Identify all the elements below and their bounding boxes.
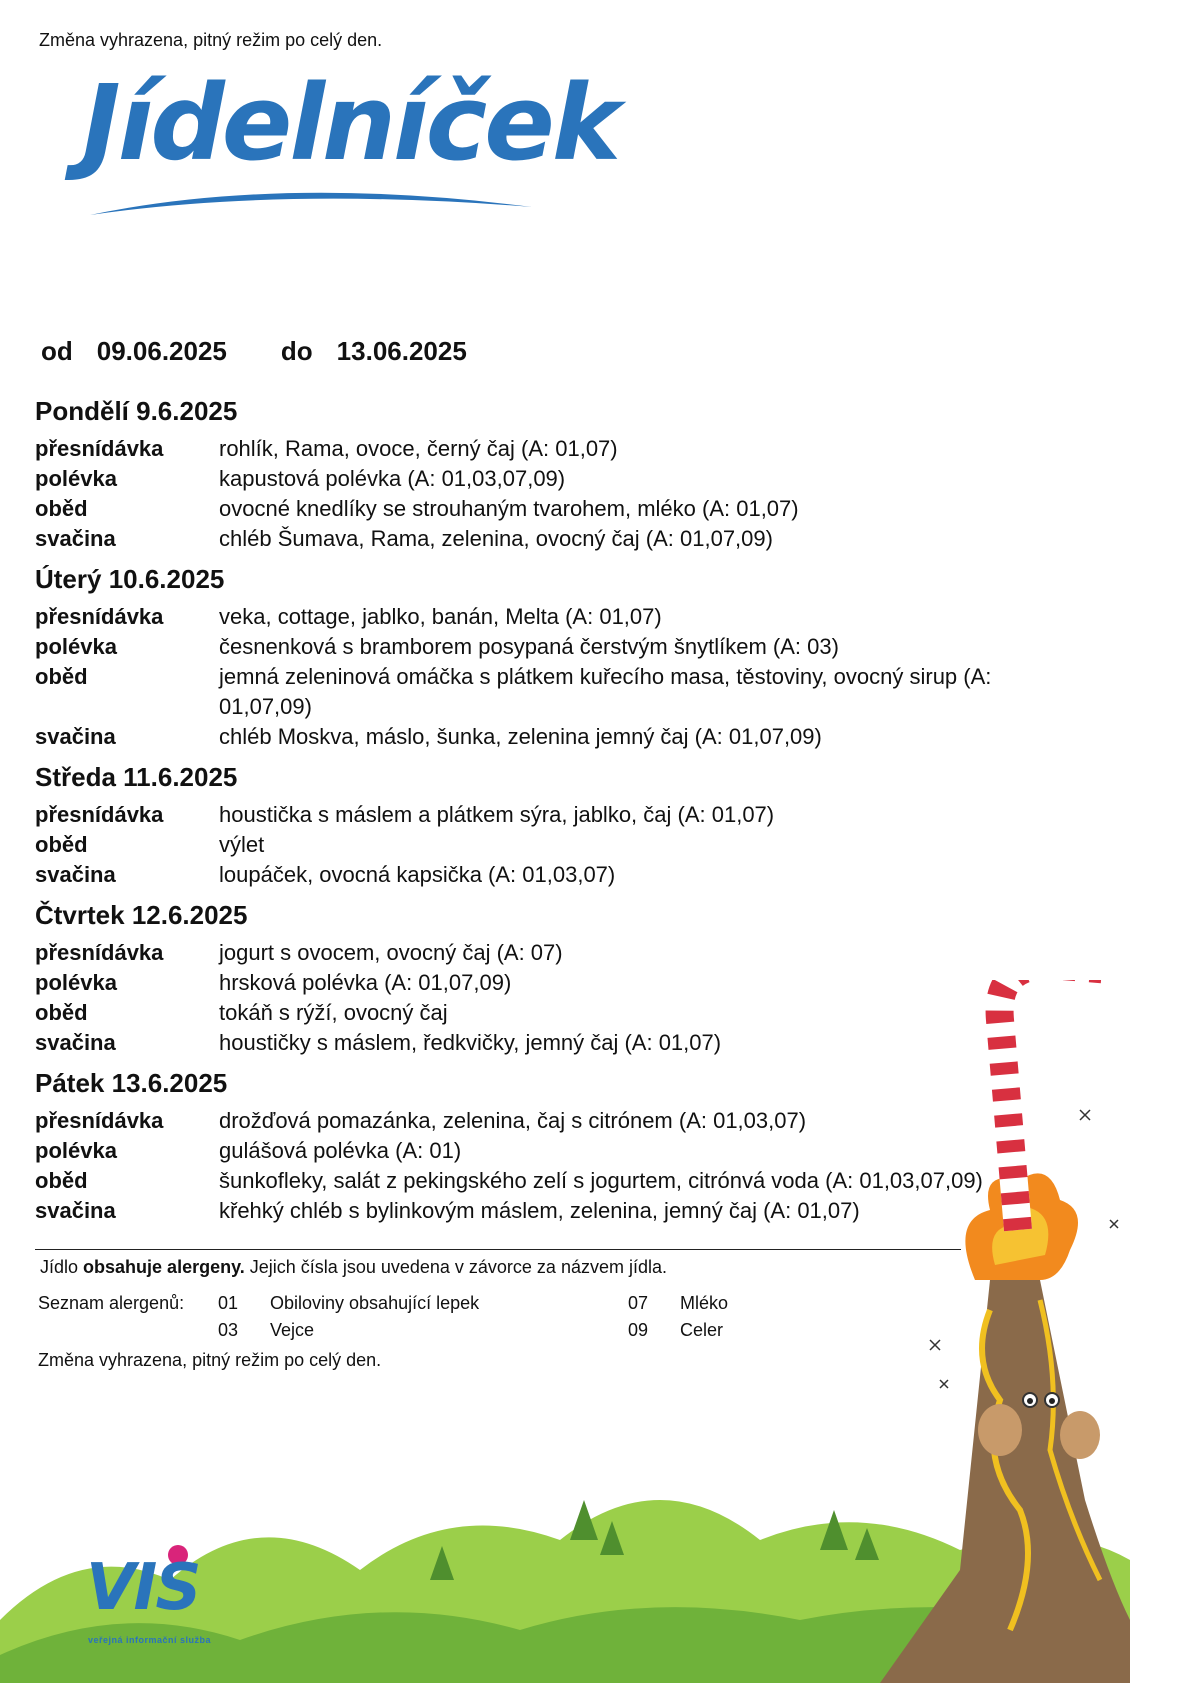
meal-text: houstičky s máslem, ředkvičky, jemný čaj (A: 01,07)	[219, 1030, 722, 1055]
meal-text: rohlík, Rama, ovoce, černý čaj (A: 01,07)	[219, 436, 618, 461]
meal-label: svačina	[35, 526, 116, 551]
top-note: Změna vyhrazena, pitný režim po celý den.	[39, 30, 383, 50]
logo-text: Jídelníček	[82, 62, 619, 184]
meal-row	[35, 464, 1075, 494]
meal-text: loupáček, ovocná kapsička (A: 01,03,07)	[219, 862, 616, 887]
allergen-note-suffix: Jejich čísla jsou uvedena v závorce za názvem jídla.	[249, 1257, 667, 1277]
meal-row	[35, 662, 1075, 722]
meal-text: chléb Moskva, máslo, šunka, zelenina jemný čaj (A: 01,07,09)	[219, 724, 822, 749]
day-title: Středa 11.6.2025	[35, 762, 238, 792]
day-title: Čtvrtek 12.6.2025	[35, 900, 248, 930]
meal-text: gulášová polévka (A: 01)	[219, 1138, 462, 1163]
meal-row	[35, 722, 1075, 752]
meal-row	[35, 434, 1075, 464]
allergen-list-label: Seznam alergenů:	[38, 1293, 185, 1313]
menu-period	[41, 336, 467, 367]
menu-day	[35, 562, 1075, 752]
meal-text: šunkofleky, salát z pekingského zelí s jogurtem, citrónvá voda (A: 01,03,07,09)	[219, 1168, 983, 1193]
period-from-label: od	[41, 336, 73, 366]
allergen-item: 07 Mléko	[628, 1293, 729, 1313]
meal-label: polévka	[35, 466, 117, 491]
vis-logo	[86, 1545, 256, 1655]
meal-label: přesnídávka	[35, 604, 164, 629]
meal-text: jogurt s ovocem, ovocný čaj (A: 07)	[219, 940, 563, 965]
meal-text: chléb Šumava, Rama, zelenina, ovocný čaj (A: 01,07,09)	[219, 526, 773, 551]
meal-text: česnenková s bramborem posypaná čerstvým šnytlíkem (A: 03)	[219, 634, 839, 659]
meal-text: jemná zeleninová omáčka s plátkem kuřecího masa, těstoviny, ovocný sirup (A: 01,07,09)	[219, 664, 992, 719]
period-from-date: 09.06.2025	[96, 336, 227, 366]
meal-row	[35, 524, 1075, 554]
meal-label: oběd	[35, 832, 88, 857]
period-to-label: do	[280, 336, 313, 366]
allergen-item: 01 Obiloviny obsahující lepek	[218, 1293, 480, 1313]
meal-label: přesnídávka	[35, 802, 164, 827]
meal-label: svačina	[35, 1030, 116, 1055]
meal-label: oběd	[35, 1168, 88, 1193]
meal-label: polévka	[35, 970, 117, 995]
meal-label: přesnídávka	[35, 436, 164, 461]
menu-day	[35, 760, 1075, 890]
meal-text: tokáň s rýží, ovocný čaj	[219, 1000, 448, 1025]
meal-text: kapustová polévka (A: 01,03,07,09)	[219, 466, 566, 491]
day-title: Úterý 10.6.2025	[35, 564, 225, 594]
meal-label: oběd	[35, 664, 88, 689]
meal-row	[35, 938, 1075, 968]
meal-label: oběd	[35, 1000, 88, 1025]
meal-label: svačina	[35, 862, 116, 887]
meal-text: drožďová pomazánka, zelenina, čaj s citrónem (A: 01,03,07)	[219, 1108, 807, 1133]
day-title: Pondělí 9.6.2025	[35, 396, 238, 426]
meal-label: přesnídávka	[35, 1108, 164, 1133]
allergen-note-bold: obsahuje alergeny.	[83, 1257, 245, 1277]
jidelnicek-logo	[82, 62, 619, 232]
meal-text: veka, cottage, jablko, banán, Melta (A: 01,07)	[219, 604, 662, 629]
meal-text: ovocné knedlíky se strouhaným tvarohem, mléko (A: 01,07)	[219, 496, 799, 521]
allergen-item: 03 Vejce	[218, 1320, 315, 1340]
period-to-date: 13.06.2025	[336, 336, 467, 366]
meal-label: oběd	[35, 496, 88, 521]
meal-text: hrsková polévka (A: 01,07,09)	[219, 970, 512, 995]
meal-row	[35, 800, 1075, 830]
meal-label: svačina	[35, 1198, 116, 1223]
meal-row	[35, 830, 1075, 860]
meal-label: polévka	[35, 1138, 117, 1163]
meal-label: polévka	[35, 634, 117, 659]
logo-swoosh	[82, 177, 542, 227]
vis-logo-text: VIS	[86, 1551, 200, 1625]
meal-text: křehký chléb s bylinkovým máslem, zelenina, jemný čaj (A: 01,07)	[219, 1198, 860, 1223]
meal-row	[35, 494, 1075, 524]
bottom-note: Změna vyhrazena, pitný režim po celý den.	[38, 1350, 382, 1370]
meal-row	[35, 632, 1075, 662]
meal-text: houstička s máslem a plátkem sýra, jablko, čaj (A: 01,07)	[219, 802, 775, 827]
meal-label: svačina	[35, 724, 116, 749]
day-title: Pátek 13.6.2025	[35, 1068, 228, 1098]
vis-logo-subtitle: veřejná informační služba	[88, 1635, 212, 1645]
allergen-item: 09 Celer	[628, 1320, 724, 1340]
menu-day	[35, 394, 1075, 554]
allergen-note-prefix: Jídlo	[40, 1257, 79, 1277]
meal-row	[35, 860, 1075, 890]
meal-label: přesnídávka	[35, 940, 164, 965]
meal-text: výlet	[219, 832, 265, 857]
meal-row	[35, 602, 1075, 632]
